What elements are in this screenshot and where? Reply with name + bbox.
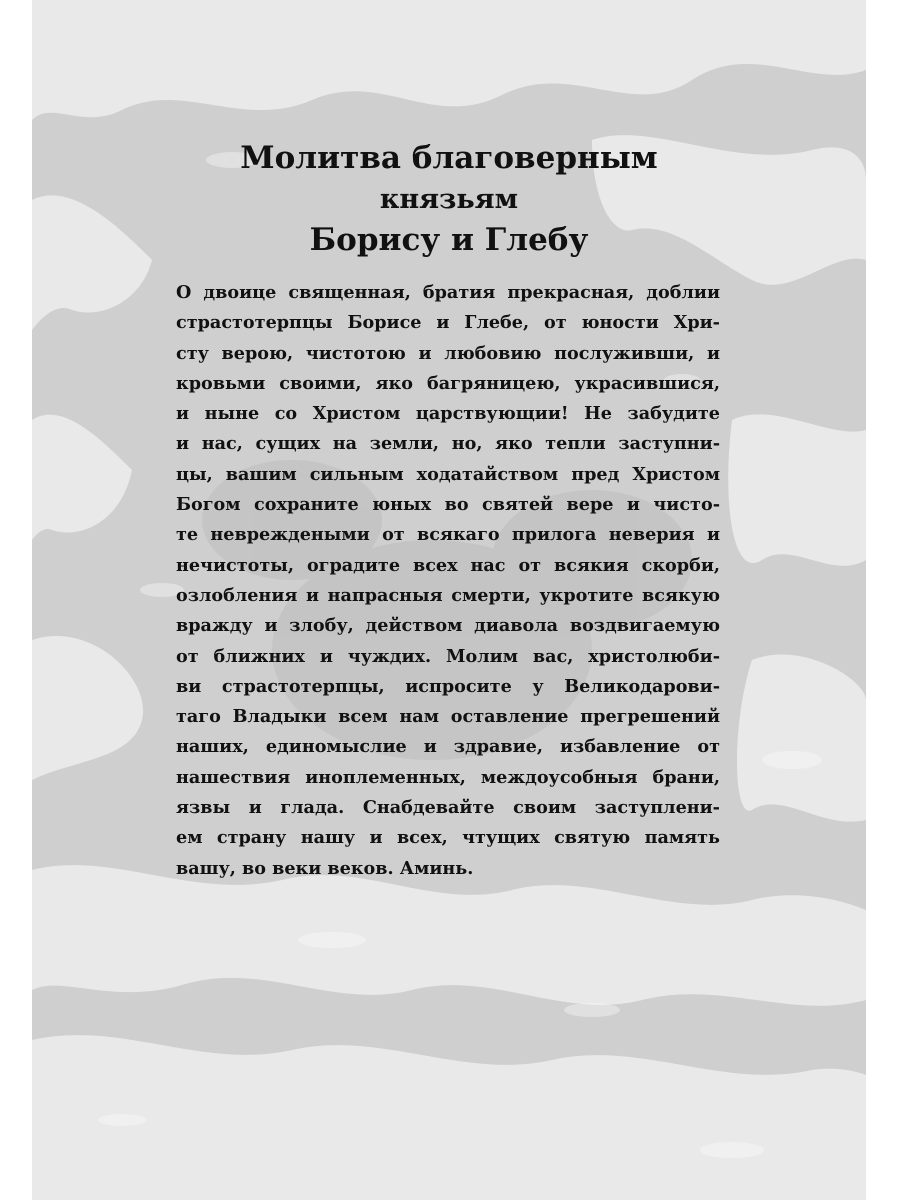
text-line: цы, вашим сильным ходатайством пред Христом [176, 463, 720, 485]
text-line: ви страстотерпцы, испросите у Великодарови- [176, 675, 720, 697]
text-line: страстотерпцы Борисе и Глебе, от юности Хри- [176, 312, 720, 334]
text-line: нечистоты, оградите всех нас от всякия скорби, [176, 554, 720, 576]
text-line: от ближних и чуждих. Молим вас, христолюби- [176, 645, 720, 667]
text-line: О двоице священная, братия прекрасная, доблии [176, 282, 720, 303]
prayer-page [32, 0, 866, 1200]
text-line: и нас, сущих на земли, но, яко тепли заступни- [176, 433, 720, 455]
title-line-2: князьям [379, 184, 519, 215]
title-line-1: Молитва благоверным [240, 140, 658, 176]
text-line: и ныне со Христом царствующии! Не забудите [176, 403, 720, 425]
text-line: те невреждеными от всякаго прилога неверия и [176, 524, 720, 546]
text-line: сту верою, чистотою и любовию послуживши, и [176, 342, 720, 364]
text-line: вашу, во веки веков. Аминь. [176, 857, 474, 879]
text-line: озлобления и напрасныя смерти, укротите всякую [176, 584, 720, 606]
text-line: наших, единомыслие и здравие, избавление от [176, 736, 720, 758]
prayer-text [176, 278, 720, 884]
title-line-3: Борису и Глебу [309, 222, 589, 258]
text-line: ем страну нашу и всех, чтущих святую память [176, 827, 720, 849]
text-line: нашествия иноплеменных, междоусобныя брани, [176, 766, 720, 788]
text-line: вражду и злобу, действом диавола воздвигаемую [176, 615, 720, 637]
text-line: язвы и глада. Снабдевайте своим заступлени- [176, 797, 720, 819]
text-line: Богом сохраните юных во святей вере и чисто- [176, 494, 720, 516]
page-margin [866, 0, 900, 1200]
text-line: кровьми своими, яко багряницею, украсившися, [176, 372, 720, 394]
text-line: таго Владыки всем нам оставление прегрешений [176, 706, 720, 728]
